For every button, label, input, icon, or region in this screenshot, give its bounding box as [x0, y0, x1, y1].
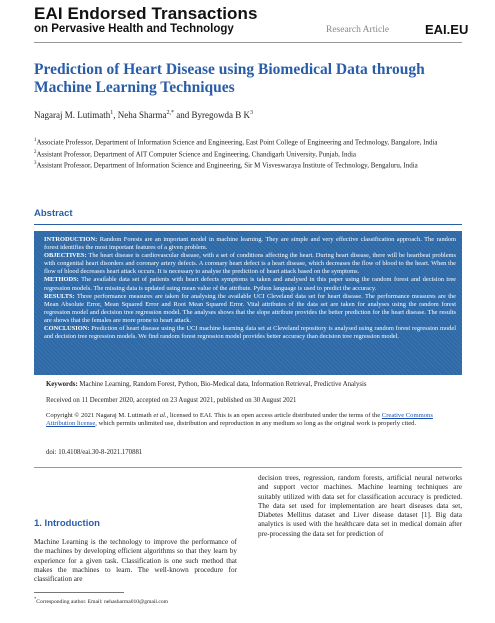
keywords	[46, 381, 461, 388]
copyright-text: , which permits unlimited use, distribution and reproduction in any medium so long as the original work is properly cited.	[95, 420, 417, 428]
copyright-text: Copyright © 2021 Nagaraj M. Lutimath	[46, 412, 154, 419]
abstract-text: The heart disease is cardiovascular disease, with a set of conditions affecting the heart. During heart disease, there will be heartbeat problems with congenital heart disorders and coronary artery defects. A coronary heart defect is a heart disease, which decreases the flow of blood to the heart. When the flow of blood decreases heart attack occurs. It is necessary to analyse the prediction of heart attack based on the symptoms.	[44, 252, 456, 276]
body-right-column: decision trees, regression, random forests, artificial neural networks and support vector machines. Machine learning techniques are suitably utilized with data set for classification accuracy is predicted. The data set used for implementation are heart diseases data set, Diabetes Mellitus dataset and Liver disease dataset [1]. Big data analytics is used with the healthcare data set in medical domain after pre-processing the data set for prediction of	[258, 474, 462, 538]
copyright-notice	[46, 412, 461, 429]
keywords-text: Machine Learning, Random Forest, Python, Bio-Medical data, Information Retrieval, Predictive Analysis	[77, 381, 367, 388]
publisher-logo[interactable]: EAI.EU	[425, 22, 469, 37]
paper-title: Prediction of Heart Disease using Biomedical Data through Machine Learning Techniques	[34, 61, 425, 96]
affiliation-text: Assistant Professor, Department of AIT Computer Science and Engineering, Chandigarh University, Punjab, India	[36, 149, 357, 158]
author-separator: and	[173, 110, 192, 120]
abstract-objectives	[44, 252, 456, 276]
abstract-text: Three performance measures are taken for analysing the available UCI Cleveland data set for heart disease. The performance measures are the Mean Absolute Error, Mean Squared Error and Root Mean Squared Error. Vital attributes of the data set are taken for analyses using the random forest regression model and decision tree regression model. The analyses shows that the slope attribute provides the better prediction for the heart disease. The results are shows that the females are more prone to heart attack.	[44, 292, 456, 324]
abstract-results	[44, 293, 456, 325]
abstract-text: The available data set of patients with heart defects symptoms is taken and analysed in this paper using the random forest and decision tree regression models. The missing data is updated using mean value of the attribute. Python language is used to predict the accuracy.	[44, 276, 456, 292]
copyright-etal: et al.	[153, 412, 167, 419]
author-list	[34, 110, 253, 120]
body-left-column: Machine Learning is the technology to improve the performance of the machines by developing efficient algorithms so that they learn by experience for a given task. Classification is one such method that makes the machines to learn. The well-known procedure for classification are	[34, 538, 237, 584]
journal-subtitle: on Pervasive Health and Technology	[34, 23, 234, 35]
abstract-label: METHODS:	[44, 276, 79, 284]
author-sup: 1	[110, 110, 114, 116]
journal-title: EAI Endorsed Transactions	[34, 4, 258, 23]
abstract-text: Random Forests are an important model in machine learning. They are simple and very effective classification approach. The random forest identifies the most important features of a given problem.	[44, 236, 456, 252]
footnote-text: Corresponding author. Email: nehasharma010@gmail.com	[36, 598, 169, 605]
abstract-divider	[34, 224, 462, 225]
footnote-marker: *	[34, 596, 37, 601]
author-name: Neha Sharma	[117, 110, 167, 120]
abstract-label: RESULTS:	[44, 292, 75, 300]
affiliation	[34, 148, 464, 160]
affiliation-text: Assistant Professor, Department of Information Science and Engineering, Sir M Visveswaraya Institute of Technology, Bengaluru, India	[36, 161, 418, 170]
abstract-introduction	[44, 236, 456, 252]
journal-header	[0, 0, 495, 42]
introduction-heading: 1. Introduction	[34, 518, 100, 529]
abstract-box	[34, 231, 462, 375]
license-link[interactable]: Creative Commons Attribution license	[46, 412, 433, 428]
abstract-text: Prediction of heart disease using the UCI machine learning data set at Cleveland repository is analysed using random forest regression model and decision tree regression models. We find random forest regression model provides better accuracy than decision tree regression model.	[44, 325, 456, 341]
abstract-label: INTRODUCTION:	[44, 236, 98, 243]
author-sup: 2,*	[166, 110, 174, 116]
section-divider	[34, 467, 462, 468]
abstract-label: OBJECTIVES:	[44, 252, 87, 260]
affiliation-sup: 1	[34, 138, 37, 143]
affiliation-sup: 2	[34, 149, 37, 155]
keywords-label: Keywords:	[46, 381, 78, 388]
footnote-divider	[34, 592, 124, 593]
author-name: Nagaraj M. Lutimath	[34, 110, 111, 120]
doi-link[interactable]: doi: 10.4108/eai.30-8-2021.170881	[46, 449, 143, 456]
affiliation	[34, 136, 464, 148]
abstract-heading: Abstract	[34, 208, 73, 219]
author-separator: ,	[113, 110, 118, 120]
affiliation-text: Associate Professor, Department of Information Science and Engineering, East Point College of Engineering and Technology, Bangalore, India	[36, 138, 438, 147]
copyright-text: , licensed to EAI. This is an open access article distributed under the terms of the	[166, 412, 382, 419]
corresponding-author-footnote	[34, 596, 168, 605]
author-sup: 3	[249, 110, 253, 116]
affiliations	[34, 136, 464, 171]
author-name: Byregowda B K	[191, 110, 250, 120]
affiliation	[34, 159, 464, 171]
article-type-label: Research Article	[326, 25, 390, 35]
abstract-conclusion	[44, 325, 456, 341]
abstract-label: CONCLUSION:	[44, 325, 90, 333]
header-divider	[34, 42, 462, 43]
affiliation-sup: 3	[34, 161, 37, 167]
received-dates: Received on 11 December 2020, accepted on 23 August 2021, published on 30 August 2021	[46, 397, 297, 404]
abstract-methods	[44, 276, 456, 292]
